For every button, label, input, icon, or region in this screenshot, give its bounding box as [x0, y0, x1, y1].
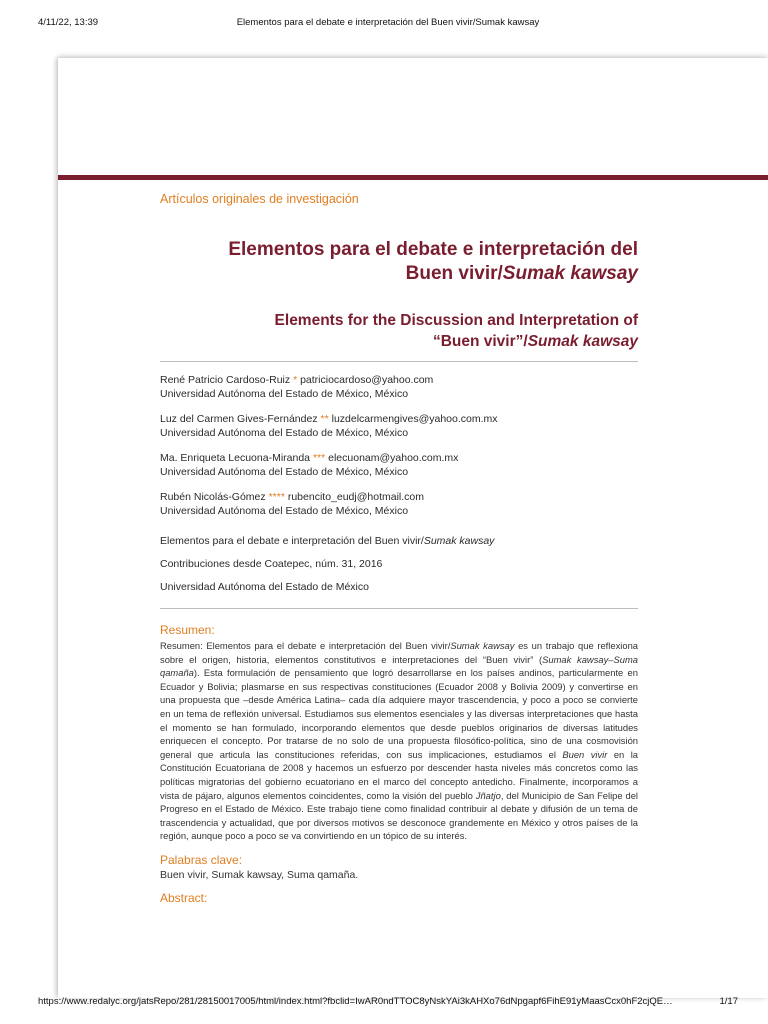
keywords-heading: Palabras clave: — [160, 852, 243, 867]
abstract-heading: Resumen: — [160, 623, 215, 637]
author-name[interactable]: Luz del Carmen Gives-Fernández — [160, 413, 318, 425]
article-title — [160, 238, 638, 286]
author-footnote-mark[interactable]: *** — [312, 452, 326, 464]
abstract-segment: , del Municipio de San Felipe del Progreso en el Estado de México. Este trabajo tiene como finalidad contribuir al debate y difusión de un tema de trascendencia y actualidad, que por diversos motivos se desconoce grandemente en México y otros países de la región, aunque poco a poco se va convirtiendo en un tópico de su interés. — [160, 789, 638, 842]
abstract-segment: Resumen: Elementos para el debate e interpretación del Buen vivir/ — [160, 640, 451, 651]
abstract-italic: Buen vivir — [562, 748, 608, 760]
abstract-segment: ). Esta formulación de pensamiento que logró desarrollarse en los países andinos, particularmente en Ecuador y Bolivia; plasmarse en sus respectivas constituciones (Ecuador 2008 y Bolivia 2009) y convertirse en una propuesta que –desde América Latina– cada día adquiere mayor trascendencia, y poco a poco se convierte en un tema de reflexión universal. Estudiamos sus elementos esenciales y las diversas interpretaciones que hasta el momento se han formulado, incorporando elementos que desde pueblos originarios de diversas latitudes enriquecen el concepto. Por tratarse de no solo de una propuesta filosófico-política, sino de una cosmovisión general que articula las constituciones referidas, con sus implicaciones, estudiamos el — [160, 667, 638, 760]
abstract-italic: Jñatjo — [475, 789, 501, 801]
article-title-line2: Buen vivir/ — [405, 263, 503, 284]
print-header — [38, 17, 738, 31]
author-email[interactable]: patriciocardoso@yahoo.com — [300, 374, 434, 386]
page-counter: 1/17 — [719, 996, 738, 1007]
print-footer — [38, 996, 738, 1010]
author-footnote-mark[interactable]: * — [293, 374, 298, 386]
keywords-text: Buen vivir, Sumak kawsay, Suma qamaña. — [160, 868, 359, 881]
article-subtitle-line1: Elements for the Discussion and Interpretation of — [274, 312, 638, 329]
author-name[interactable]: Ma. Enriqueta Lecuona-Miranda — [160, 452, 311, 464]
divider — [160, 608, 638, 609]
author-name[interactable]: Rubén Nicolás-Gómez — [160, 491, 266, 503]
article-subtitle — [160, 310, 638, 352]
author-entry — [160, 413, 638, 440]
citation-publisher: Universidad Autónoma del Estado de México — [160, 581, 369, 593]
abstract-segment: en la Constitución Ecuatoriana de 2008 y hacemos un esfuerzo por descender hasta niveles más concretos como las políticas migratorias del gobierno ecuatoriano en el marco del concepto antedicho. Finalmente, incorporamos a vista de pájaro, algunos elementos coincidentes, como la visión del pueblo — [160, 748, 638, 801]
header-rule — [58, 175, 768, 180]
article-content — [160, 192, 638, 905]
author-affiliation: Universidad Autónoma del Estado de México, México — [160, 387, 409, 400]
author-affiliation: Universidad Autónoma del Estado de México, México — [160, 426, 409, 439]
print-url[interactable]: https://www.redalyc.org/jatsRepo/281/28150017005/html/index.html?fbclid=IwAR0ndTTOC8yNskYAi3kAHXo76dNpgapf6FihE91yMaasCcx0hF2cjQE… — [38, 996, 673, 1007]
abstract-italic: Sumak kawsay–Suma qamaña — [160, 653, 639, 679]
author-footnote-mark[interactable]: ** — [320, 413, 329, 425]
author-entry — [160, 374, 638, 401]
citation-block — [160, 535, 638, 594]
print-page-title: Elementos para el debate e interpretación del Buen vivir/Sumak kawsay — [236, 17, 540, 28]
citation-title-italic: Sumak kawsay — [423, 535, 495, 547]
article-title-line1: Elementos para el debate e interpretación del — [228, 239, 638, 260]
article-page — [58, 58, 768, 998]
citation-title — [160, 535, 638, 548]
citation-title-text: Elementos para el debate e interpretación del Buen vivir/ — [160, 535, 424, 547]
author-name[interactable]: René Patricio Cardoso-Ruiz — [160, 374, 291, 386]
author-email[interactable]: luzdelcarmengives@yahoo.com.mx — [331, 413, 498, 425]
author-email[interactable]: rubencito_eudj@hotmail.com — [287, 491, 424, 503]
abstract-text — [160, 639, 638, 843]
article-subtitle-line2: “Buen vivir”/ — [432, 333, 528, 350]
article-subtitle-italic: Sumak kawsay — [527, 333, 638, 350]
author-affiliation: Universidad Autónoma del Estado de México, México — [160, 504, 409, 517]
print-date: 4/11/22, 13:39 — [38, 17, 99, 28]
author-email[interactable]: elecuonam@yahoo.com.mx — [328, 452, 459, 464]
author-footnote-mark[interactable]: **** — [268, 491, 285, 503]
abstract-italic: Sumak kawsay — [450, 640, 515, 651]
article-title-italic: Sumak kawsay — [502, 263, 638, 284]
abstract-segment: es un trabajo que reflexiona sobre el origen, historia, elementos constitutivos e interpretaciones del “Buen vivir” ( — [160, 640, 638, 665]
author-affiliation: Universidad Autónoma del Estado de México, México — [160, 465, 409, 478]
author-entry — [160, 491, 638, 518]
divider — [160, 361, 638, 362]
abstract-en-heading: Abstract: — [160, 890, 208, 905]
section-label: Artículos originales de investigación — [160, 192, 359, 206]
author-entry — [160, 452, 638, 479]
citation-journal: Contribuciones desde Coatepec, núm. 31, 2016 — [160, 558, 383, 570]
author-list — [160, 374, 638, 518]
